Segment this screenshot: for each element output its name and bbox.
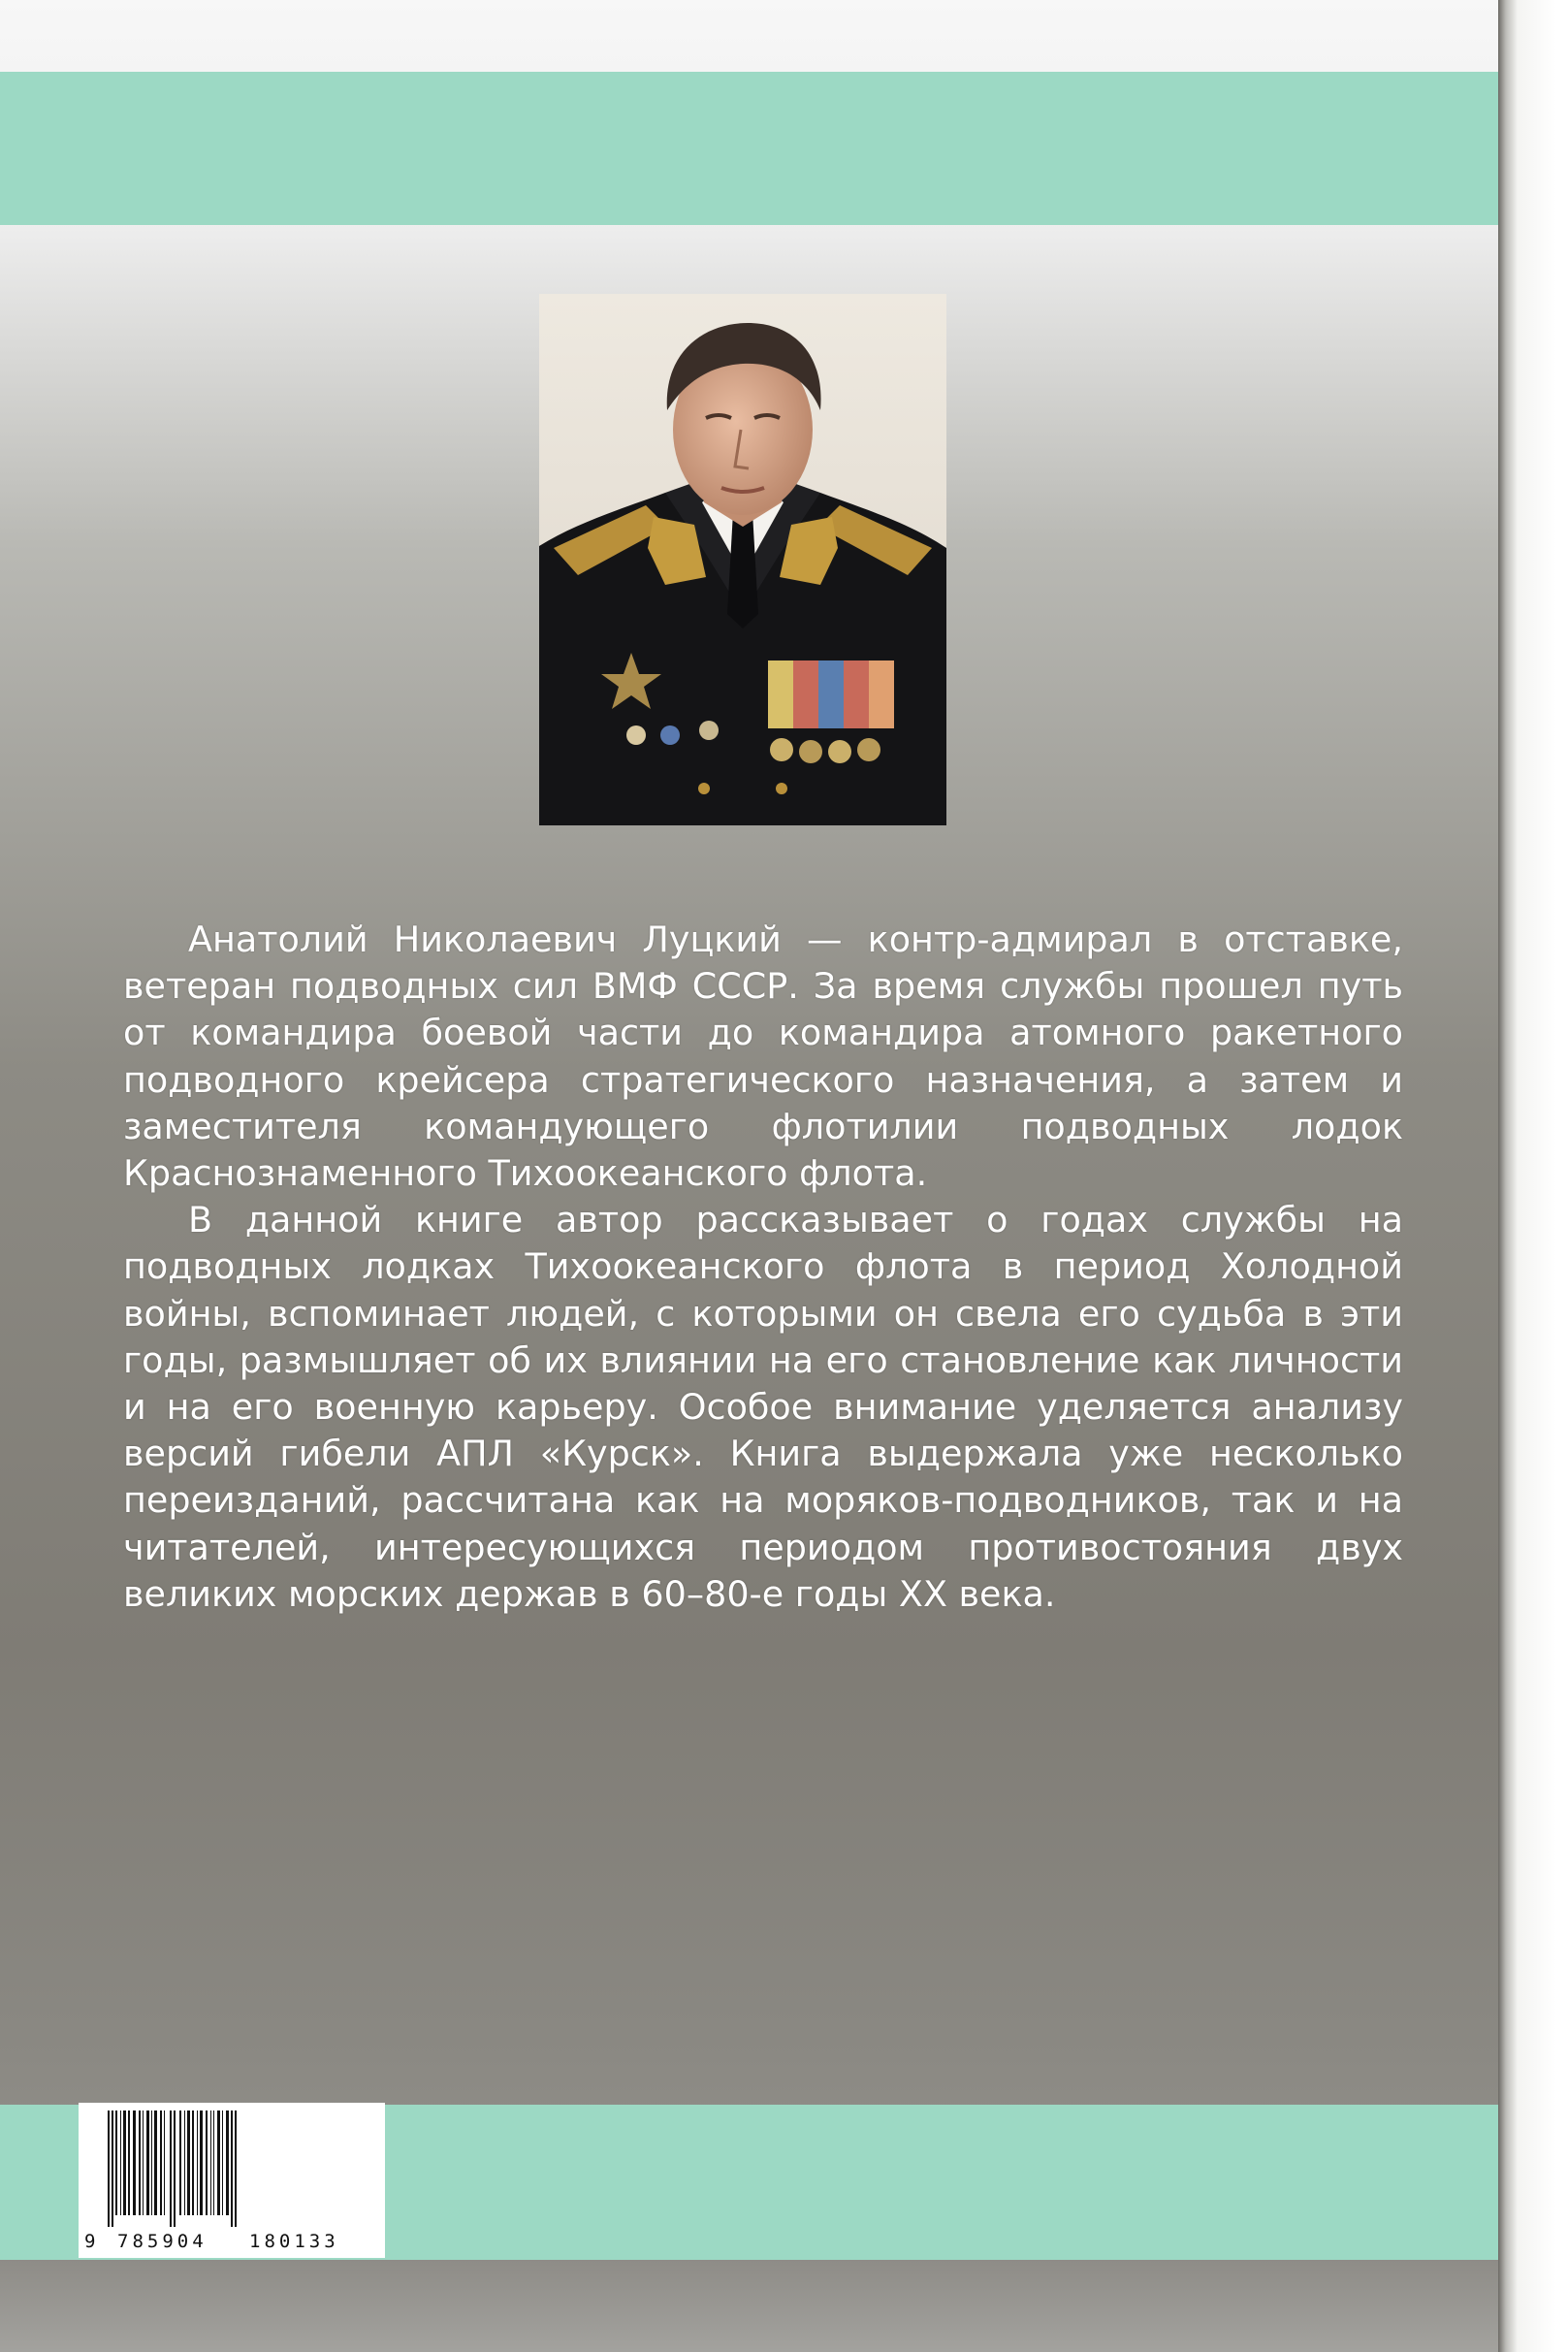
- barcode-bar: [174, 2110, 176, 2227]
- barcode-bar: [187, 2110, 190, 2215]
- barcode-bar: [154, 2110, 157, 2215]
- bio-paragraph: В данной книге автор рассказывает о годах службы на подводных лодках Тихоокеанского флота в период Холодной войны, вспоминает людей, с которыми он свела его судьба в эти годы, размышляет об их влиянии на его становление как личности и на его военную карьеру. Особое внимание уделяется анализу версий гибели АПЛ «Курск». Книга выдержала уже несколько переизданий, рассчитана как на моряков-подводников, так и на читателей, интересующихся периодом противостояния двух великих морских держав в 60–80-е годы XX века.: [123, 1199, 1403, 1615]
- barcode-bar: [192, 2110, 194, 2215]
- barcode-bar: [120, 2110, 121, 2215]
- barcode-bar: [217, 2110, 220, 2215]
- bottom-strip: [0, 2260, 1498, 2352]
- isbn-right-group: 180133: [249, 2231, 339, 2252]
- barcode-bar: [151, 2110, 152, 2215]
- bio-paragraph: Анатолий Николаевич Луцкий — контр-адмирал в отставке, ветеран подводных сил ВМФ СССР. За время службы прошел путь от командира боевой части до командира атомного ракетного подводного крейсера стратегического назначения, а затем и заместителя командующего флотилии подводных лодок Краснознаменного Тихоокеанского флота.: [123, 918, 1403, 1195]
- barcode-bar: [164, 2110, 165, 2215]
- barcode-bar: [128, 2110, 130, 2215]
- barcode-bar: [112, 2110, 113, 2227]
- barcode-bar: [160, 2110, 162, 2215]
- barcode-bar: [115, 2110, 117, 2215]
- cover-edge: [1498, 0, 1568, 2352]
- barcode-bar: [108, 2110, 110, 2227]
- isbn-prefix: 9: [84, 2231, 96, 2252]
- barcode-bar: [222, 2110, 223, 2215]
- barcode-bar: [179, 2110, 181, 2215]
- barcode-bar: [133, 2110, 136, 2215]
- top-accent-band: [0, 72, 1498, 225]
- isbn-barcode: [79, 2103, 385, 2258]
- barcode-bar: [231, 2110, 233, 2227]
- barcode-bar: [200, 2110, 203, 2215]
- author-portrait: [539, 294, 946, 825]
- barcode-bars: [79, 2103, 385, 2233]
- author-bio: [123, 917, 1403, 1618]
- barcode-bar: [235, 2110, 237, 2227]
- isbn-left-group: 785904: [117, 2231, 208, 2252]
- barcode-bar: [206, 2110, 208, 2215]
- barcode-bar: [146, 2110, 149, 2215]
- barcode-digits: [79, 2231, 385, 2252]
- barcode-bar: [197, 2110, 198, 2215]
- barcode-bar: [143, 2110, 144, 2215]
- barcode-bar: [226, 2110, 229, 2215]
- barcode-bar: [213, 2110, 214, 2215]
- barcode-bar: [210, 2110, 211, 2215]
- barcode-bar: [123, 2110, 126, 2215]
- barcode-bar: [139, 2110, 141, 2215]
- barcode-bar: [170, 2110, 172, 2227]
- barcode-bar: [184, 2110, 185, 2215]
